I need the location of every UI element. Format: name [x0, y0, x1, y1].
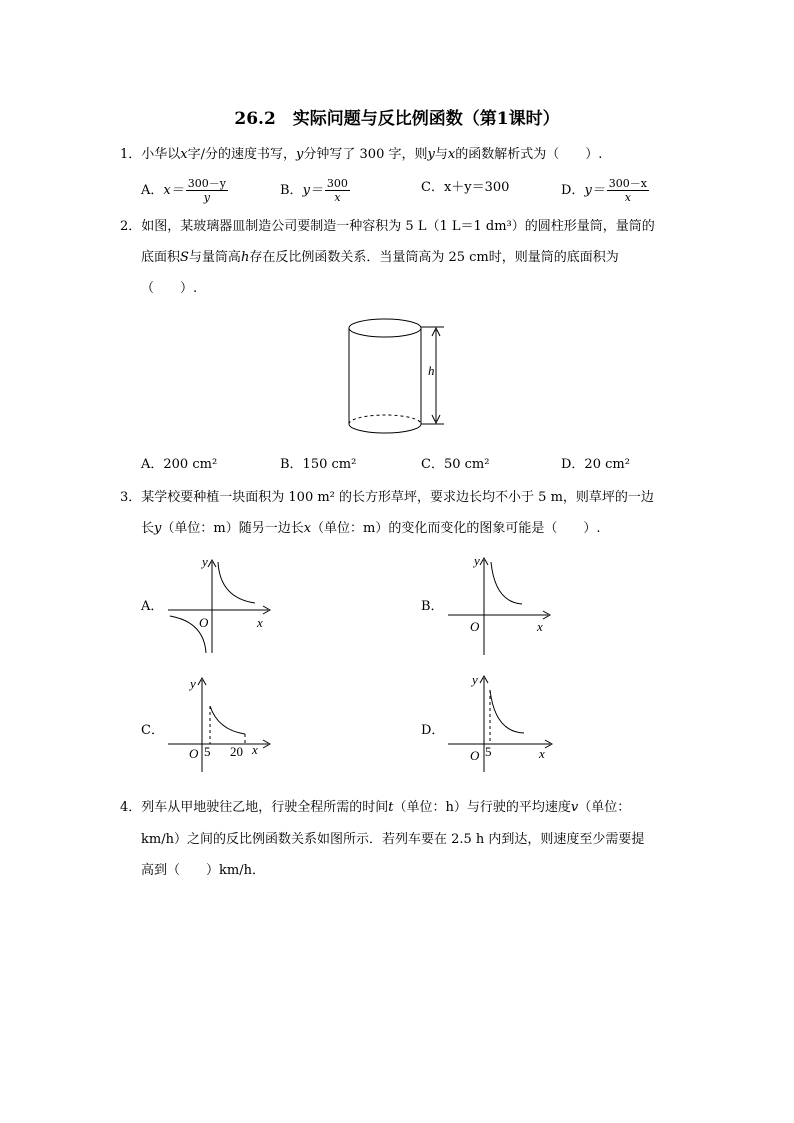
- question-1-option-a[interactable]: A．x＝ $\frac{300-y}{y}$: [141, 177, 226, 204]
- curve-first-quadrant: [218, 562, 255, 603]
- origin-label: O: [470, 619, 480, 634]
- y-label: y: [472, 672, 478, 687]
- question-2-option-b[interactable]: B．150 cm²: [280, 457, 357, 472]
- cylinder-top: [349, 319, 421, 337]
- question-3-line-1: 3．某学校要种植一块面积为 100 m² 的长方形草坪，要求边长均不小于 5 m，则草坪的一边: [120, 490, 654, 505]
- y-label: y: [190, 676, 196, 691]
- x-label: x: [257, 615, 263, 630]
- question-3-number: 3．: [120, 490, 142, 505]
- question-2-option-a[interactable]: A．200 cm²: [141, 457, 218, 472]
- question-3-graph-a[interactable]: [160, 550, 280, 660]
- question-4-line-3: 高到（ ）km/h．: [141, 863, 265, 878]
- cylinder-bottom-back: [349, 415, 421, 424]
- origin-label: O: [189, 746, 199, 761]
- x-label: x: [537, 619, 543, 634]
- question-2-line-2: 底面积S与量筒高h存在反比例函数关系．当量筒高为 25 cm时，则量筒的底面积为: [141, 250, 619, 265]
- tick-label-20: 20: [230, 744, 243, 759]
- x-label: x: [539, 746, 545, 761]
- question-4-line-2: km/h）之间的反比例函数关系如图所示．若列车要在 2.5 h 内到达，则速度至少需要提: [141, 832, 645, 847]
- curve: [491, 562, 522, 604]
- question-4-number: 4．: [120, 800, 142, 815]
- question-3-option-b-label[interactable]: B．: [421, 599, 444, 614]
- question-2-option-d[interactable]: D．20 cm²: [561, 457, 630, 472]
- question-3-graph-d[interactable]: [440, 670, 560, 780]
- question-3-graph-b[interactable]: [440, 550, 560, 660]
- cylinder-figure: [340, 310, 450, 440]
- page-title: 26.2 实际问题与反比例函数（第1课时）: [234, 109, 560, 129]
- origin-label: O: [199, 615, 209, 630]
- question-4-line-1: 4．列车从甲地驶往乙地，行驶全程所需的时间t（单位：h）与行驶的平均速度v（单位：: [120, 800, 631, 815]
- question-3-line-2: 长y（单位：m）随另一边长x（单位：m）的变化而变化的图象可能是（ ）.: [141, 521, 601, 536]
- tick-label-5: 5: [485, 744, 492, 759]
- question-2-option-c[interactable]: C．50 cm²: [421, 457, 490, 472]
- height-label: h: [428, 363, 435, 378]
- question-3-option-a-label[interactable]: A．: [141, 599, 164, 614]
- question-1-option-b[interactable]: B．y＝ $\frac{300}{x}$: [280, 177, 348, 204]
- question-1-option-c[interactable]: C．x＋y＝300: [421, 180, 510, 195]
- fraction: $\frac{300}{x}$: [326, 177, 348, 204]
- question-2-line-3: （ ）.: [141, 281, 198, 296]
- question-2-line-1: 2．如图，某玻璃器皿制造公司要制造一种容积为 5 L（1 L＝1 dm³）的圆柱形量筒，量筒的: [120, 219, 655, 234]
- origin-label: O: [470, 748, 480, 763]
- cylinder-bottom-front: [349, 424, 421, 433]
- question-1-stem: 1．小华以x字/分的速度书写，y分钟写了 300 字，则y与x的函数解析式为（ ）.: [120, 147, 603, 162]
- x-label: x: [252, 742, 258, 757]
- question-2-number: 2．: [120, 219, 142, 234]
- tick-label-5: 5: [204, 744, 211, 759]
- curve: [490, 690, 524, 733]
- question-3-graph-c[interactable]: [160, 672, 280, 782]
- question-3-option-c-label[interactable]: C．: [141, 723, 164, 738]
- fraction: $\frac{300-x}{x}$: [608, 177, 647, 204]
- y-label: y: [474, 553, 480, 568]
- question-1-number: 1．: [120, 147, 142, 162]
- fraction: $\frac{300-y}{y}$: [187, 177, 226, 204]
- question-1-option-d[interactable]: D．y＝ $\frac{300-x}{x}$: [561, 177, 647, 204]
- question-3-option-d-label[interactable]: D．: [421, 723, 445, 738]
- y-label: y: [202, 554, 208, 569]
- curve: [210, 706, 245, 734]
